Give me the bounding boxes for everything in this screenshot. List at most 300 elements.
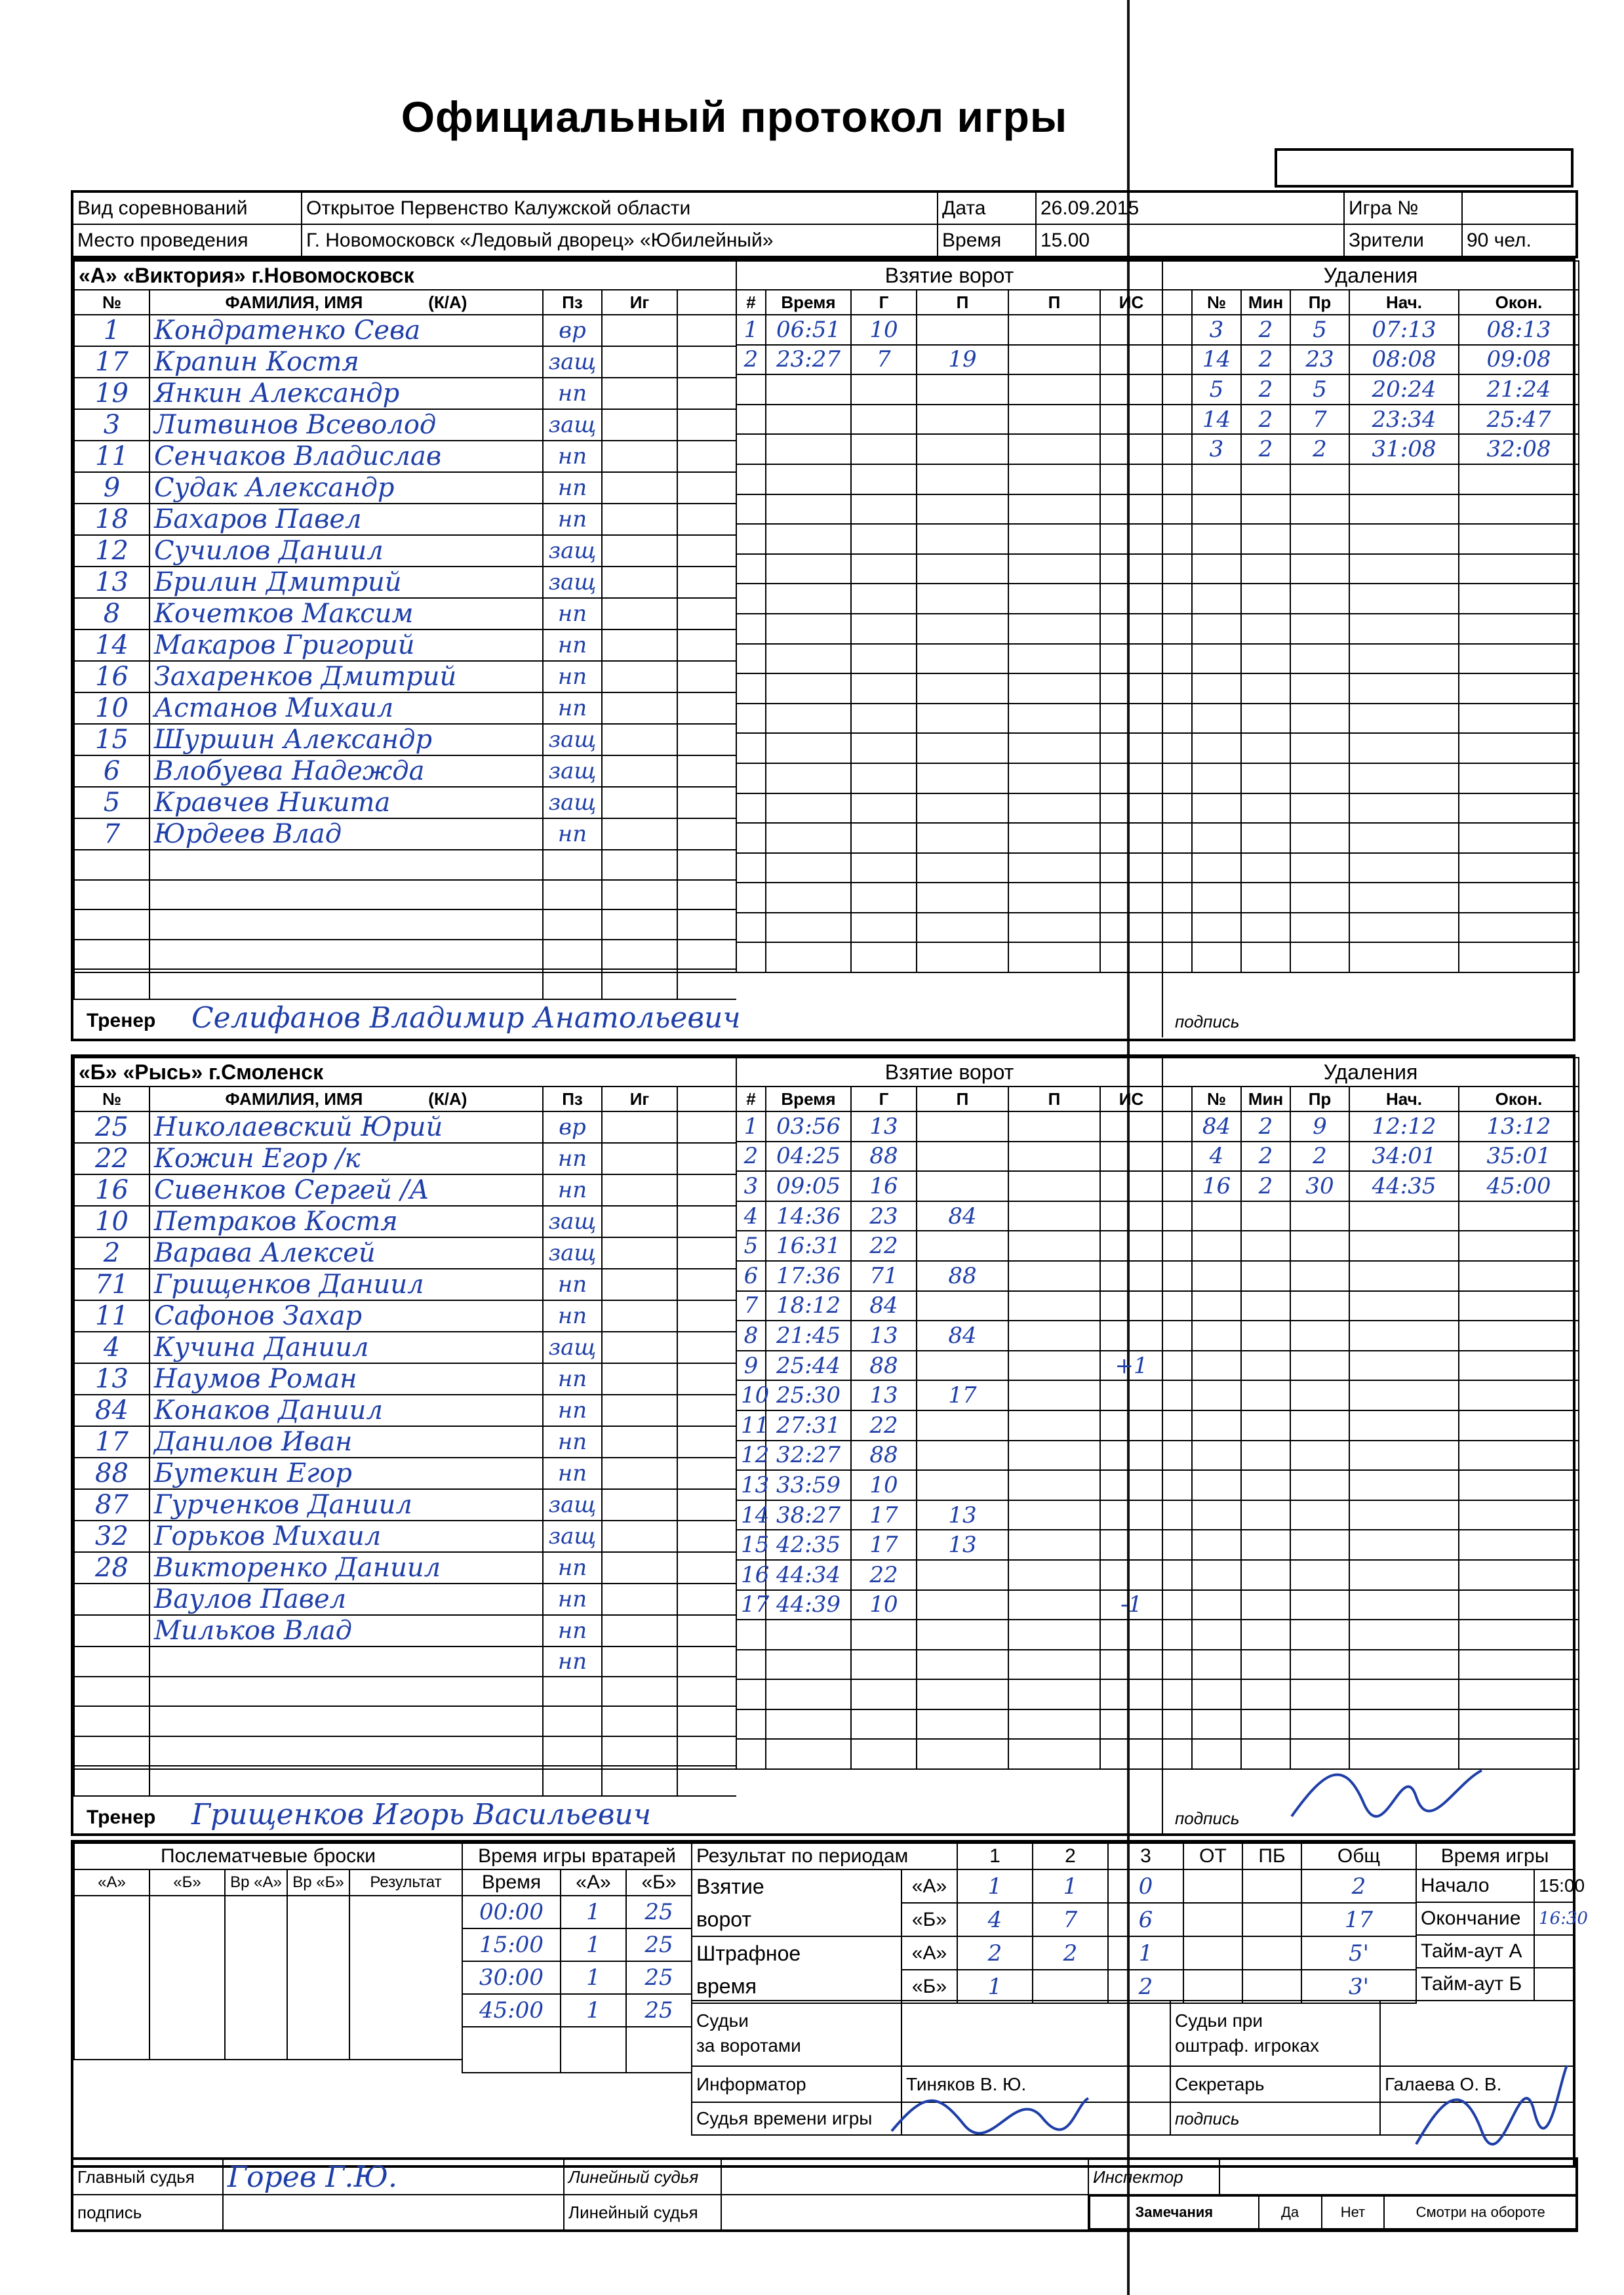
goal-time: 04:25 xyxy=(766,1142,851,1172)
player-position: нп xyxy=(543,1395,602,1426)
coach-name: Селифанов Владимир Анатольевич xyxy=(191,1001,741,1035)
goalie-time: 00:00 xyxy=(462,1896,561,1928)
goal-g: 7 xyxy=(851,345,917,375)
goal-row xyxy=(736,614,1162,644)
player-name: Брилин Дмитрий xyxy=(149,567,543,598)
goal-g: 10 xyxy=(851,1470,917,1500)
goal-row xyxy=(736,1739,1162,1769)
goal-g: 71 xyxy=(851,1261,917,1291)
goal-row xyxy=(736,1291,1162,1321)
shootout-col: Результат xyxy=(349,1869,462,1896)
shootout-col: «А» xyxy=(74,1869,149,1896)
player-number xyxy=(74,1646,149,1677)
player-name xyxy=(149,1646,543,1677)
penalty-row xyxy=(1162,1709,1579,1740)
player-row xyxy=(74,1237,736,1269)
goal-n: 8 xyxy=(736,1321,766,1351)
goal-time: 23:27 xyxy=(766,345,851,375)
goalie-b: 25 xyxy=(626,1896,692,1928)
player-position: защ xyxy=(543,1521,602,1552)
goal-time: 42:35 xyxy=(766,1530,851,1560)
period-value: 17 xyxy=(1301,1903,1416,1936)
date-value: 26.09.2015 xyxy=(1036,191,1344,224)
period-value: 5' xyxy=(1301,1936,1416,1970)
game-label: Игра № xyxy=(1344,191,1462,224)
penalty-row xyxy=(1162,1351,1579,1381)
period-row-label: Взятие ворот xyxy=(692,1869,901,1936)
player-position: нп xyxy=(543,1300,602,1332)
shootout-table xyxy=(73,1843,463,2060)
goal-n: 6 xyxy=(736,1261,766,1291)
player-row xyxy=(74,378,736,409)
player-name: Бутекин Егор xyxy=(149,1458,543,1489)
player-row xyxy=(74,692,736,724)
period-value: 7 xyxy=(1033,1903,1108,1936)
period-col: 3 xyxy=(1108,1843,1183,1869)
player-number: 4 xyxy=(74,1332,149,1363)
goal-p1: 88 xyxy=(917,1261,1008,1291)
player-number: 25 xyxy=(74,1111,149,1143)
player-name: Влобуева Надежда xyxy=(149,755,543,787)
penalty-row xyxy=(1162,853,1579,883)
player-row xyxy=(74,535,736,567)
player-position: нп xyxy=(543,692,602,724)
player-row xyxy=(74,661,736,692)
goal-p2 xyxy=(1008,345,1100,375)
player-number: 17 xyxy=(74,1426,149,1458)
penalty-min: 2 xyxy=(1241,405,1290,435)
penalty-row xyxy=(1162,374,1579,405)
goalie-col: Время xyxy=(462,1869,561,1896)
player-name: Шуршин Александр xyxy=(149,724,543,755)
player-row xyxy=(74,598,736,629)
goal-p1 xyxy=(917,1111,1008,1142)
player-number: 16 xyxy=(74,1174,149,1206)
goal-row xyxy=(736,345,1162,375)
player-position: нп xyxy=(543,1646,602,1677)
goal-row xyxy=(736,1171,1162,1201)
start-minute: 00 xyxy=(1564,1875,1585,1896)
player-position: нп xyxy=(543,1143,602,1174)
period-value xyxy=(1183,1970,1242,2003)
player-row xyxy=(74,409,736,441)
goal-row xyxy=(736,1231,1162,1261)
penalty-start: 07:13 xyxy=(1349,315,1459,345)
period-row xyxy=(692,1869,1416,1903)
goal-row xyxy=(736,554,1162,584)
penalty-pr: 2 xyxy=(1290,1142,1349,1172)
penalty-num: 14 xyxy=(1192,345,1241,375)
player-number: 9 xyxy=(74,472,149,504)
goal-row xyxy=(736,733,1162,763)
goal-row xyxy=(736,464,1162,494)
header-start: Нач. xyxy=(1349,290,1459,315)
header-p1: П xyxy=(917,290,1008,315)
penalty-row xyxy=(1162,913,1579,943)
player-number: 28 xyxy=(74,1552,149,1584)
goal-row xyxy=(736,704,1162,734)
period-col: 1 xyxy=(957,1843,1033,1869)
main-ref-label: Главный судья xyxy=(72,2159,223,2195)
penalty-num: 3 xyxy=(1192,434,1241,464)
penalty-min: 2 xyxy=(1241,374,1290,405)
penalty-min: 2 xyxy=(1241,1171,1290,1201)
goal-is xyxy=(1100,1321,1162,1351)
goalie-time: 15:00 xyxy=(462,1928,561,1961)
period-value: 4 xyxy=(957,1903,1033,1936)
goal-row xyxy=(736,1380,1162,1410)
player-row xyxy=(74,1458,736,1489)
goal-p1 xyxy=(917,1560,1008,1590)
goal-p1 xyxy=(917,1142,1008,1172)
goalie-row xyxy=(462,1896,692,1928)
header-pz: Пз xyxy=(543,1087,602,1111)
timeout-a-label: Тайм-аут А xyxy=(1416,1935,1534,1968)
goalie-time: 30:00 xyxy=(462,1961,561,1994)
informer-name: Тиняков В. Ю. xyxy=(901,2066,1170,2102)
header-is: ИС xyxy=(1100,1087,1162,1111)
penalty-start: 20:24 xyxy=(1349,374,1459,405)
penalty-row xyxy=(1162,315,1579,345)
time-label: Время xyxy=(938,224,1036,257)
player-position: защ xyxy=(543,755,602,787)
goal-is xyxy=(1100,1231,1162,1261)
penalty-row xyxy=(1162,464,1579,494)
period-value: 2 xyxy=(957,1936,1033,1970)
goal-n: 2 xyxy=(736,1142,766,1172)
player-name: Кучина Даниил xyxy=(149,1332,543,1363)
goal-row xyxy=(736,763,1162,793)
goal-time: 09:05 xyxy=(766,1171,851,1201)
shootout-col: Вр «А» xyxy=(225,1869,287,1896)
main-ref-name: Горев Г.Ю. xyxy=(223,2159,564,2195)
player-number: 10 xyxy=(74,1206,149,1237)
penalty-row xyxy=(1162,494,1579,525)
header-pnum: № xyxy=(1192,290,1241,315)
penalty-num: 5 xyxy=(1192,374,1241,405)
penalty-end: 13:12 xyxy=(1459,1111,1579,1142)
goal-is xyxy=(1100,1380,1162,1410)
goal-g: 13 xyxy=(851,1321,917,1351)
goal-n: 1 xyxy=(736,315,766,345)
player-position: нп xyxy=(543,1584,602,1615)
timeout-b-label: Тайм-аут Б xyxy=(1416,1968,1534,2001)
player-row xyxy=(74,1143,736,1174)
player-row xyxy=(74,909,736,940)
goal-p1: 13 xyxy=(917,1500,1008,1530)
player-position: защ xyxy=(543,1206,602,1237)
periods-title: Результат по периодам xyxy=(692,1843,957,1869)
header-is: ИС xyxy=(1100,290,1162,315)
header-min: Мин xyxy=(1241,290,1290,315)
player-number: 14 xyxy=(74,629,149,661)
header-time: Время xyxy=(766,290,851,315)
penalty-end: 21:24 xyxy=(1459,374,1579,405)
penalty-pr: 30 xyxy=(1290,1171,1349,1201)
penalty-row xyxy=(1162,942,1579,972)
penalty-row xyxy=(1162,1321,1579,1351)
player-number: 1 xyxy=(74,315,149,346)
player-name: Грищенков Даниил xyxy=(149,1269,543,1300)
player-number: 13 xyxy=(74,567,149,598)
remarks-label: Замечания xyxy=(1090,2196,1259,2229)
goal-p2 xyxy=(1008,1261,1100,1291)
end-label: Окончание xyxy=(1416,1902,1534,1935)
player-name: Литвинов Всеволод xyxy=(149,409,543,441)
period-side: «Б» xyxy=(901,1970,957,2003)
player-position: защ xyxy=(543,535,602,567)
player-row xyxy=(74,940,736,970)
goal-p1 xyxy=(917,1291,1008,1321)
goal-p1 xyxy=(917,1441,1008,1471)
penalty-start: 34:01 xyxy=(1349,1142,1459,1172)
goalie-a: 1 xyxy=(561,1928,626,1961)
penalty-row xyxy=(1162,823,1579,853)
header-ig: Иг xyxy=(602,290,677,315)
period-value: 1 xyxy=(957,1970,1033,2003)
period-side: «Б» xyxy=(901,1903,957,1936)
goal-p2 xyxy=(1008,1530,1100,1560)
goal-p2 xyxy=(1008,1111,1100,1142)
goal-row xyxy=(736,1470,1162,1500)
player-name: Кравчев Никита xyxy=(149,787,543,818)
goal-p1 xyxy=(917,1410,1008,1441)
header-min: Мин xyxy=(1241,1087,1290,1111)
spect-value: 90 чел. xyxy=(1462,224,1577,257)
goalie-col: «А» xyxy=(561,1869,626,1896)
game-value xyxy=(1462,191,1577,224)
goal-row xyxy=(736,405,1162,435)
coach-name: Грищенков Игорь Васильевич xyxy=(191,1798,652,1832)
player-name: Янкин Александр xyxy=(149,378,543,409)
player-name: Петраков Костя xyxy=(149,1206,543,1237)
goal-time: 44:34 xyxy=(766,1560,851,1590)
game-time-title: Время игры xyxy=(1416,1843,1574,1869)
period-value xyxy=(1183,1936,1242,1970)
goal-row xyxy=(736,1500,1162,1530)
penalty-num: 84 xyxy=(1192,1111,1241,1142)
period-col: ПБ xyxy=(1242,1843,1301,1869)
penalty-row xyxy=(1162,1441,1579,1471)
penalty-pr: 5 xyxy=(1290,315,1349,345)
header-pr: Пр xyxy=(1290,1087,1349,1111)
goal-n: 10 xyxy=(736,1380,766,1410)
goalie-b: 25 xyxy=(626,1961,692,1994)
goal-g: 13 xyxy=(851,1380,917,1410)
player-row xyxy=(74,1489,736,1521)
goal-n: 12 xyxy=(736,1441,766,1471)
penalty-end: 45:00 xyxy=(1459,1171,1579,1201)
goal-p1 xyxy=(917,1470,1008,1500)
penalty-row xyxy=(1162,1560,1579,1590)
player-number: 87 xyxy=(74,1489,149,1521)
player-name: Захаренков Дмитрий xyxy=(149,661,543,692)
goal-n: 4 xyxy=(736,1201,766,1231)
player-position: вр xyxy=(543,1111,602,1143)
secretary-label: Секретарь xyxy=(1170,2066,1380,2102)
goal-p2 xyxy=(1008,1470,1100,1500)
period-value: 2 xyxy=(1108,1970,1183,2003)
player-row xyxy=(74,1269,736,1300)
player-row xyxy=(74,1521,736,1552)
period-results-table xyxy=(691,1843,1417,2004)
goal-is xyxy=(1100,1111,1162,1142)
penalty-row xyxy=(1162,1679,1579,1709)
goal-row xyxy=(736,673,1162,704)
goal-is xyxy=(1100,1171,1162,1201)
informer-label: Информатор xyxy=(692,2066,901,2102)
goal-g: 22 xyxy=(851,1231,917,1261)
header-hash: # xyxy=(736,1087,766,1111)
goal-n: 17 xyxy=(736,1590,766,1620)
goalie-b: 25 xyxy=(626,1928,692,1961)
penalty-row xyxy=(1162,673,1579,704)
penalty-row xyxy=(1162,554,1579,584)
goal-time: 44:39 xyxy=(766,1590,851,1620)
period-value xyxy=(1242,1903,1301,1936)
penalty-start: 44:35 xyxy=(1349,1171,1459,1201)
player-row xyxy=(74,1426,736,1458)
goal-is: -1 xyxy=(1100,1590,1162,1620)
period-value: 3' xyxy=(1301,1970,1416,2003)
penalty-row xyxy=(1162,883,1579,913)
player-number: 12 xyxy=(74,535,149,567)
goal-g: 22 xyxy=(851,1560,917,1590)
goal-time: 32:27 xyxy=(766,1441,851,1471)
player-name: Ваулов Павел xyxy=(149,1584,543,1615)
header-name: ФАМИЛИЯ, ИМЯ (К/А) xyxy=(149,1087,543,1111)
player-position: нп xyxy=(543,441,602,472)
player-number xyxy=(74,1615,149,1646)
player-name: Сафонов Захар xyxy=(149,1300,543,1332)
goal-row xyxy=(736,1709,1162,1740)
goal-row xyxy=(736,1679,1162,1709)
player-row xyxy=(74,880,736,910)
goal-row xyxy=(736,1201,1162,1231)
goal-row xyxy=(736,823,1162,853)
goal-row xyxy=(736,1650,1162,1680)
header-name: ФАМИЛИЯ, ИМЯ (К/А) xyxy=(149,290,543,315)
player-position: нп xyxy=(543,1458,602,1489)
player-position: нп xyxy=(543,598,602,629)
player-number: 18 xyxy=(74,504,149,535)
period-value: 2 xyxy=(1033,1936,1108,1970)
signature-label: подпись xyxy=(1170,2102,1380,2135)
period-value xyxy=(1183,1903,1242,1936)
player-name: Кондратенко Сева xyxy=(149,315,543,346)
penalty-end: 35:01 xyxy=(1459,1142,1579,1172)
player-row xyxy=(74,787,736,818)
goal-row xyxy=(736,1590,1162,1620)
period-value xyxy=(1242,1970,1301,2003)
goal-g: 88 xyxy=(851,1441,917,1471)
goal-row xyxy=(736,913,1162,943)
penalty-row xyxy=(1162,1500,1579,1530)
player-row xyxy=(74,1395,736,1426)
penalty-row xyxy=(1162,793,1579,824)
goal-row xyxy=(736,1410,1162,1441)
player-number: 2 xyxy=(74,1237,149,1269)
player-row xyxy=(74,1736,736,1766)
goal-p1: 84 xyxy=(917,1201,1008,1231)
player-row xyxy=(74,629,736,661)
player-position: нп xyxy=(543,472,602,504)
penalty-num: 3 xyxy=(1192,315,1241,345)
player-row xyxy=(74,818,736,850)
goal-n: 13 xyxy=(736,1470,766,1500)
penalty-row xyxy=(1162,1590,1579,1620)
player-row xyxy=(74,1552,736,1584)
goal-time: 06:51 xyxy=(766,315,851,345)
linesman1-label: Линейный судья xyxy=(564,2159,721,2195)
player-number: 11 xyxy=(74,441,149,472)
no-box[interactable]: Нет xyxy=(1322,2196,1385,2229)
player-position: нп xyxy=(543,1269,602,1300)
period-value xyxy=(1183,1869,1242,1903)
player-number: 32 xyxy=(74,1521,149,1552)
date-label: Дата xyxy=(938,191,1036,224)
player-position: защ xyxy=(543,346,602,378)
penalty-row xyxy=(1162,405,1579,435)
period-side: «А» xyxy=(901,1936,957,1970)
player-row xyxy=(74,472,736,504)
player-row xyxy=(74,1615,736,1646)
referee-table xyxy=(71,2157,1578,2232)
penalty-pr: 7 xyxy=(1290,405,1349,435)
player-name: Судак Александр xyxy=(149,472,543,504)
header-pr: Пр xyxy=(1290,290,1349,315)
header-pnum: № xyxy=(1192,1087,1241,1111)
penalty-num: 14 xyxy=(1192,405,1241,435)
end-minute: 30 xyxy=(1566,1909,1588,1928)
goalie-time-title: Время игры вратарей xyxy=(462,1843,692,1869)
penalty-row xyxy=(1162,1530,1579,1560)
goal-time: 33:59 xyxy=(766,1470,851,1500)
player-name: Бахаров Павел xyxy=(149,504,543,535)
player-position: защ xyxy=(543,724,602,755)
goalie-a: 1 xyxy=(561,1896,626,1928)
player-name: Варава Алексей xyxy=(149,1237,543,1269)
goal-is xyxy=(1100,345,1162,375)
penalty-num: 16 xyxy=(1192,1171,1241,1201)
info-table xyxy=(71,190,1578,258)
penalty-pr: 5 xyxy=(1290,374,1349,405)
player-row xyxy=(74,1111,736,1143)
header-time: Время xyxy=(766,1087,851,1111)
goal-p2 xyxy=(1008,1500,1100,1530)
end-hour: 16 xyxy=(1539,1909,1561,1928)
penalty-min: 2 xyxy=(1241,345,1290,375)
goal-g: 88 xyxy=(851,1142,917,1172)
goalie-time-table xyxy=(462,1843,692,2073)
goal-p2 xyxy=(1008,1590,1100,1620)
player-row xyxy=(74,1646,736,1677)
penalty-row xyxy=(1162,524,1579,554)
player-position: защ xyxy=(543,567,602,598)
yes-box[interactable]: Да xyxy=(1259,2196,1322,2229)
goal-row xyxy=(736,374,1162,405)
coach-signature-label: подпись xyxy=(1175,1808,1240,1829)
player-row xyxy=(74,1332,736,1363)
player-number: 6 xyxy=(74,755,149,787)
header-hash: # xyxy=(736,290,766,315)
player-name: Мильков Влад xyxy=(149,1615,543,1646)
goal-g: 88 xyxy=(851,1351,917,1381)
penalty-row xyxy=(1162,1291,1579,1321)
goal-g: 13 xyxy=(851,1111,917,1142)
period-side: «А» xyxy=(901,1869,957,1903)
goalie-b: 25 xyxy=(626,1994,692,2027)
